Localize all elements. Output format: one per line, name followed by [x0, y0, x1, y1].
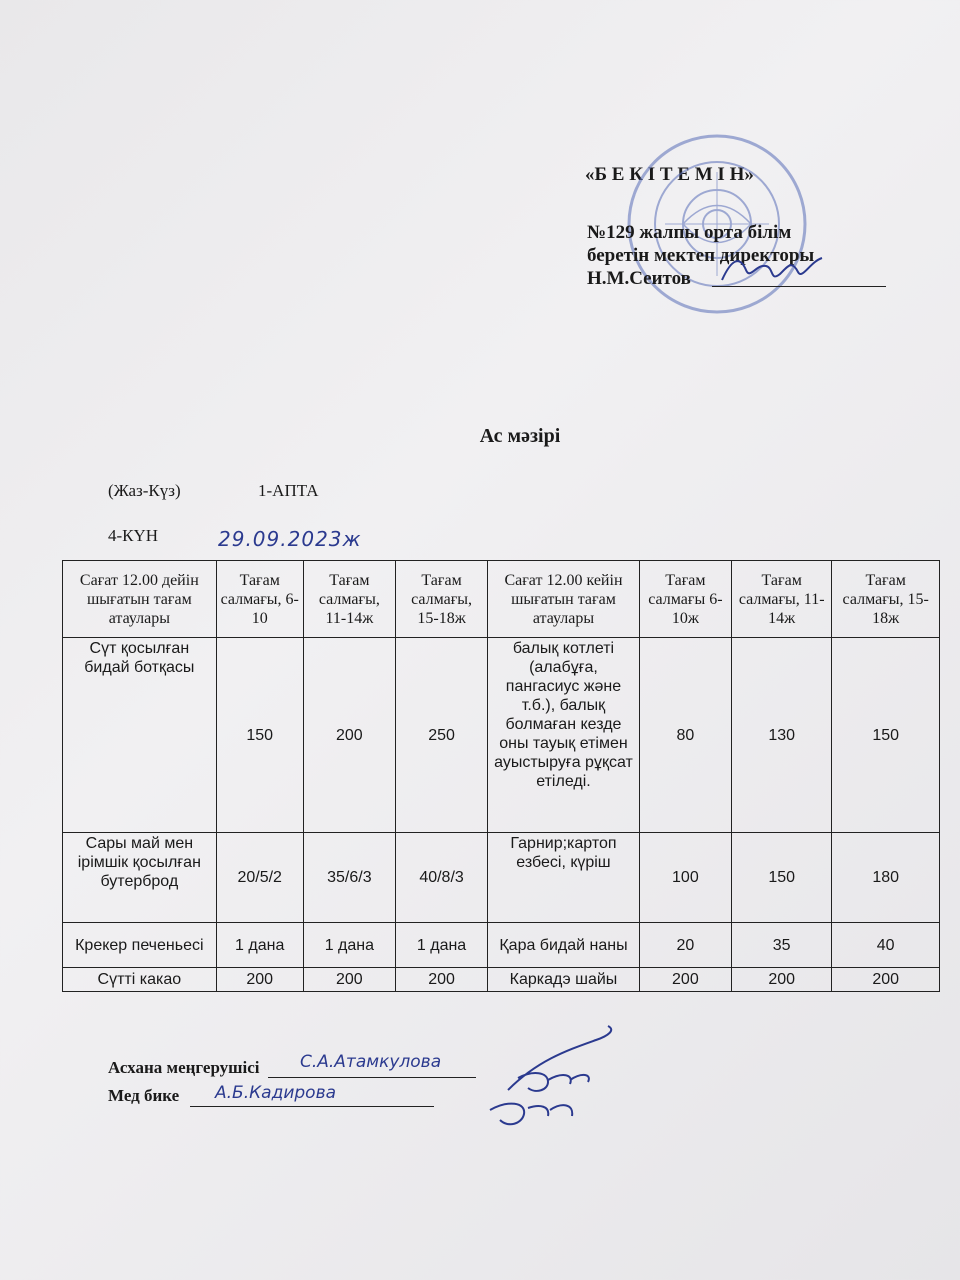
kitchen-head-signature: С.А.Атамкулова: [300, 1052, 442, 1072]
table-cell: Қара бидай наны: [488, 923, 640, 968]
table-row: [63, 638, 940, 833]
handwritten-date: 29.09.2023ж: [218, 527, 362, 551]
header-cell: Сағат 12.00 дейін шығатын тағам атаулары: [63, 561, 217, 638]
page-title: Ас мәзірі: [479, 425, 561, 447]
approval-heading: «Б Е К І Т Е М І Н»: [585, 164, 754, 185]
season-label: (Жаз-Күз): [108, 481, 181, 500]
table-header-row: [63, 561, 940, 638]
table-cell: 200: [639, 968, 731, 992]
table-cell: Сүтті какао: [63, 968, 217, 992]
table-cell: Гарнир;картоп езбесі, күріш: [488, 833, 640, 923]
table-cell: 200: [216, 968, 303, 992]
table-cell: 250: [395, 638, 487, 833]
table-cell: 40/8/3: [395, 833, 487, 923]
table-row: [63, 833, 940, 923]
table-cell: Крекер печеньесі: [63, 923, 217, 968]
table-cell: 80: [639, 638, 731, 833]
header-cell: Тағам салмағы, 15-18ж: [395, 561, 487, 638]
table-cell: 35: [731, 923, 831, 968]
table-cell: балық котлеті (алабұға, пангасиус және т.б.), балық болмаған кезде оны тауық етімен ауыстыруға рұқсат етіледі.: [488, 638, 640, 833]
table-cell: 20/5/2: [216, 833, 303, 923]
approval-signature-scribble: [478, 1020, 628, 1140]
day-label: 4-КҮН: [108, 526, 159, 545]
header-cell: Тағам салмағы 6-10ж: [639, 561, 731, 638]
header-cell: Сағат 12.00 кейін шығатын тағам атаулары: [488, 561, 640, 638]
nurse-label: Мед бике: [108, 1086, 180, 1105]
table-cell: 1 дана: [303, 923, 395, 968]
table-cell: 200: [395, 968, 487, 992]
nurse-signature: А.Б.Кадирова: [215, 1083, 337, 1103]
director-signature: [718, 250, 828, 292]
table-cell: Сүт қосылған бидай ботқасы: [63, 638, 217, 833]
table-cell: Каркадэ шайы: [488, 968, 640, 992]
table-cell: 200: [731, 968, 831, 992]
table-cell: 1 дана: [395, 923, 487, 968]
table-row: [63, 968, 940, 992]
table-cell: 150: [832, 638, 940, 833]
table-cell: 35/6/3: [303, 833, 395, 923]
header-cell: Тағам салмағы, 6-10: [216, 561, 303, 638]
kitchen-head-signature-line: [268, 1077, 476, 1078]
table-cell: 150: [216, 638, 303, 833]
table-cell: 150: [731, 833, 831, 923]
approval-line2: беретін мектеп директоры: [587, 245, 815, 266]
table-cell: 130: [731, 638, 831, 833]
approval-line1: №129 жалпы орта білім: [587, 222, 792, 243]
menu-table: [62, 560, 940, 992]
week-label: 1-АПТА: [258, 481, 319, 500]
table-cell: 200: [303, 638, 395, 833]
header-cell: Тағам салмағы, 11-14ж: [303, 561, 395, 638]
kitchen-head-label: Асхана меңгерушісі: [108, 1058, 260, 1077]
approval-line3: Н.М.Сеитов: [587, 268, 691, 289]
table-cell: 40: [832, 923, 940, 968]
header-cell: Тағам салмағы, 11-14ж: [731, 561, 831, 638]
table-cell: 200: [832, 968, 940, 992]
table-cell: 180: [832, 833, 940, 923]
table-cell: Сары май мен ірімшік қосылған бутерброд: [63, 833, 217, 923]
nurse-signature-line: [190, 1106, 434, 1107]
table-cell: 200: [303, 968, 395, 992]
table-cell: 100: [639, 833, 731, 923]
table-cell: 20: [639, 923, 731, 968]
table-cell: 1 дана: [216, 923, 303, 968]
header-cell: Тағам салмағы, 15-18ж: [832, 561, 940, 638]
table-row: [63, 923, 940, 968]
